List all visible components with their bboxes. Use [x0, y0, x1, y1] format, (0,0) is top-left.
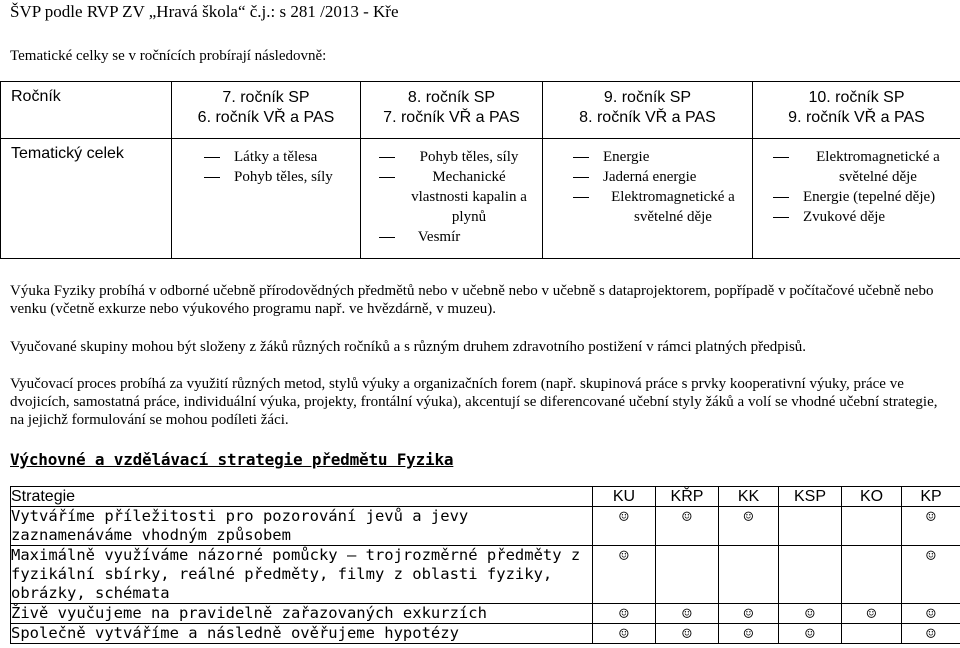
mark-cell	[593, 507, 656, 546]
grades-table	[0, 81, 960, 259]
grade-line1: 10. ročník SP	[808, 89, 905, 106]
header-ku: KU	[593, 487, 656, 507]
smiley-icon: ☺	[682, 604, 692, 623]
mark-cell	[656, 507, 719, 546]
dash-bullet	[773, 197, 789, 198]
dash-bullet	[573, 197, 589, 198]
smiley-icon: ☺	[866, 604, 877, 623]
dash-bullet	[573, 157, 589, 158]
topics-row	[1, 139, 960, 259]
grade-column	[172, 82, 361, 139]
mark-cell	[842, 507, 902, 546]
mark-cell	[593, 604, 656, 624]
paragraph-groups: Vyučované skupiny mohou být složeny z žáků různých ročníků a s různým druhem zdravotního postižení v rámci platných předpisů.	[10, 339, 807, 355]
mark-cell	[593, 624, 656, 644]
grade-line2: 8. ročník VŘ a PAS	[579, 109, 716, 126]
topic-item: Elektromagnetické a světelné děje	[773, 147, 960, 187]
grade-line2: 9. ročník VŘ a PAS	[788, 109, 925, 126]
grades-row	[1, 82, 960, 139]
strategy-text: Maximálně využíváme názorné pomůcky – trojrozměrné předměty z fyzikální sbírky, reálné předměty, filmy z oblasti fyziky, obrázky, schémata	[11, 546, 593, 604]
grade-line2: 7. ročník VŘ a PAS	[383, 109, 520, 126]
strategies-heading: Výchovné a vzdělávací strategie předmětu Fyzika	[10, 450, 454, 469]
grade-column	[753, 82, 960, 139]
topic-item: Jaderná energie	[573, 167, 752, 187]
smiley-icon: ☺	[743, 507, 754, 526]
mark-cell	[902, 546, 960, 604]
mark-cell	[719, 604, 779, 624]
smiley-icon: ☺	[805, 604, 815, 623]
document-header: ŠVP podle RVP ZV „Hravá škola“ č.j.: s 281 /2013 - Kře	[10, 2, 399, 21]
topic-item: Zvukové děje	[773, 207, 960, 227]
mark-cell	[779, 624, 842, 644]
strategies-header-row	[11, 487, 960, 507]
mark-cell	[719, 624, 779, 644]
topics-cell	[361, 139, 543, 259]
grade-column	[543, 82, 753, 139]
dash-bullet	[379, 237, 395, 238]
smiley-icon: ☺	[619, 624, 629, 643]
topic-item: Mechanické vlastnosti kapalin a plynů	[379, 167, 542, 227]
grade-line1: 7. ročník SP	[222, 89, 310, 106]
dash-bullet	[379, 157, 395, 158]
mark-cell	[779, 604, 842, 624]
smiley-icon: ☺	[805, 624, 815, 643]
topic-item: Vesmír	[379, 227, 542, 247]
smiley-icon: ☺	[619, 546, 629, 565]
topics-cell	[543, 139, 753, 259]
header-kp: KP	[902, 487, 960, 507]
grade-label: Ročník	[1, 82, 172, 139]
strategy-text: Vytváříme příležitosti pro pozorování jevů a jevy zaznamenáváme vhodným způsobem	[11, 507, 593, 546]
header-kk: KK	[719, 487, 779, 507]
topic-item: Pohyb těles, síly	[379, 147, 542, 167]
strategy-row	[11, 624, 960, 644]
smiley-icon: ☺	[926, 604, 936, 623]
intro-text: Tematické celky se v ročnících probírají následovně:	[10, 48, 327, 64]
mark-cell	[656, 604, 719, 624]
topic-item: Elektromagnetické a světelné děje	[573, 187, 752, 227]
smiley-icon: ☺	[619, 604, 629, 623]
strategy-row	[11, 604, 960, 624]
mark-cell	[593, 546, 656, 604]
smiley-icon: ☺	[926, 624, 936, 643]
grade-line1: 9. ročník SP	[603, 89, 692, 106]
grade-column	[361, 82, 543, 139]
smiley-icon: ☺	[619, 507, 629, 526]
topic-item: Látky a tělesa	[204, 147, 360, 167]
mark-cell	[719, 507, 779, 546]
smiley-icon: ☺	[926, 546, 936, 565]
header-ksp: KSP	[779, 487, 842, 507]
strategy-row	[11, 507, 960, 546]
dash-bullet	[773, 157, 789, 158]
mark-cell	[902, 507, 960, 546]
dash-bullet	[379, 177, 395, 178]
mark-cell	[779, 546, 842, 604]
mark-cell	[656, 624, 719, 644]
topic-item: Energie	[573, 147, 752, 167]
mark-cell	[842, 546, 902, 604]
mark-cell	[902, 624, 960, 644]
grade-line1: 8. ročník SP	[407, 89, 496, 106]
grade-line2: 6. ročník VŘ a PAS	[197, 109, 335, 126]
mark-cell	[719, 546, 779, 604]
mark-cell	[842, 604, 902, 624]
strategy-text: Živě vyučujeme na pravidelně zařazovaných exkurzích	[11, 604, 593, 624]
strategy-row	[11, 546, 960, 604]
mark-cell	[779, 507, 842, 546]
topics-label: Tematický celek	[1, 139, 172, 259]
smiley-icon: ☺	[743, 604, 754, 623]
topic-item: Energie (tepelné děje)	[773, 187, 960, 207]
topics-cell	[172, 139, 361, 259]
header-krp: KŘP	[656, 487, 719, 507]
topics-cell	[753, 139, 960, 259]
smiley-icon: ☺	[743, 624, 754, 643]
mark-cell	[842, 624, 902, 644]
mark-cell	[656, 546, 719, 604]
topic-item: Pohyb těles, síly	[204, 167, 360, 187]
dash-bullet	[773, 217, 789, 218]
dash-bullet	[573, 177, 589, 178]
strategies-table	[10, 486, 960, 644]
header-strategy: Strategie	[11, 487, 593, 507]
smiley-icon: ☺	[682, 624, 692, 643]
dash-bullet	[204, 177, 220, 178]
header-ko: KO	[842, 487, 902, 507]
smiley-icon: ☺	[682, 507, 692, 526]
smiley-icon: ☺	[926, 507, 936, 526]
paragraph-methods: Vyučovací proces probíhá za využití různých metod, stylů výuky a organizačních forem (např. skupinová práce s prvky kooperativní výuky, práce ve dvojicích, samostatná práce, individuální výuka, projekty, frontální výuka), akcentují se diferencované učební styly žáků a volí se vhodné učební strategie, na jejichž formulování se mohou podíleti žáci.	[10, 376, 938, 428]
dash-bullet	[204, 157, 220, 158]
paragraph-classroom: Výuka Fyziky probíhá v odborné učebně přírodovědných předmětů nebo v učebně nebo v učebně s dataprojektorem, popřípadě v počítačové učebně nebo venku (včetně exkurze nebo výukového programu např. ve hvězdárně, v muzeu).	[10, 283, 934, 317]
strategy-text: Společně vytváříme a následně ověřujeme hypotézy	[11, 624, 593, 644]
mark-cell	[902, 604, 960, 624]
